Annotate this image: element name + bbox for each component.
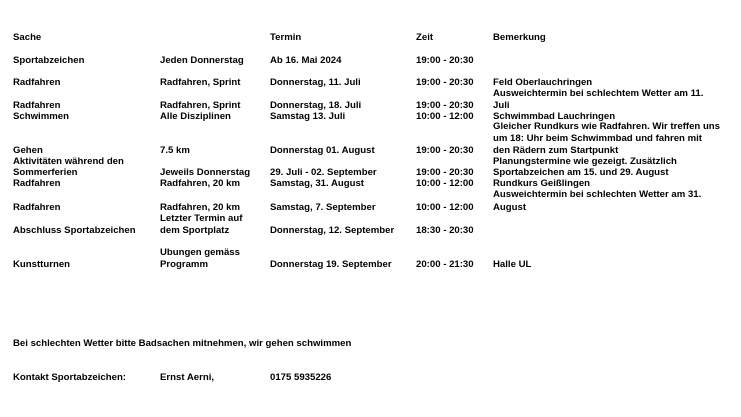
row8-termin: Samstag, 7. September	[270, 202, 376, 213]
row3-zeit: 19:00 - 20:30	[416, 100, 474, 111]
row6-detail: Jeweils Donnerstag	[160, 167, 251, 178]
header-termin: Termin	[270, 32, 302, 43]
row5-bemerkung-1: den Rädern zum Startpunkt	[493, 145, 619, 156]
row2-bemerkung-1: Feld Oberlauchringen	[493, 77, 593, 88]
row7-termin: Samstag, 31. August	[270, 178, 365, 189]
row4-termin: Samstag 13. Juli	[270, 111, 346, 122]
row1-termin: Ab 16. Mai 2024	[270, 55, 342, 66]
row4-bemerkung-3: um 18: Uhr beim Schwimmbad und fahren mit	[493, 133, 702, 144]
row9-detail-2: dem Sportplatz	[160, 225, 230, 236]
row4-bemerkung-1: Schwimmbad Lauchringen	[493, 111, 616, 122]
row9-detail-1: Letzter Termin auf	[160, 213, 243, 224]
row2-zeit: 19:00 - 20:30	[416, 77, 474, 88]
header-zeit: Zeit	[416, 32, 434, 43]
row3-bemerkung-1: Juli	[493, 100, 510, 111]
header-bemerkung: Bemerkung	[493, 32, 546, 43]
row6-bemerkung-1: Sportabzeichen am 15. und 29. August	[493, 167, 669, 178]
row5-termin: Donnerstag 01. August	[270, 145, 375, 156]
row6-sache-2: Sommerferien	[13, 167, 78, 178]
row3-detail: Radfahren, Sprint	[160, 100, 241, 111]
row7-bemerkung-1: Rundkurs Geißlingen	[493, 178, 591, 189]
row8-detail: Radfahren, 20 km	[160, 202, 240, 213]
row5-sache: Gehen	[13, 145, 43, 156]
row1-zeit: 19:00 - 20:30	[416, 55, 474, 66]
row3-sache: Radfahren	[13, 100, 61, 111]
row10-detail-2: Programm	[160, 259, 208, 270]
row5-detail: 7.5 km	[160, 145, 190, 156]
row8-bemerkung-1: August	[493, 202, 527, 213]
row9-zeit: 18:30 - 20:30	[416, 225, 474, 236]
row7-sache: Radfahren	[13, 178, 61, 189]
row6-zeit: 19:00 - 20:30	[416, 167, 474, 178]
row7-bemerkung-2: Ausweichtermin bei schlechten Wetter am 31.	[493, 189, 702, 200]
row10-sache: Kunstturnen	[13, 259, 71, 270]
row10-zeit: 20:00 - 21:30	[416, 259, 474, 270]
row5-bemerkung-2: Planungstermine wie gezeigt. Zusätzlich	[493, 156, 677, 167]
row8-zeit: 10:00 - 12:00	[416, 202, 474, 213]
row5-zeit: 19:00 - 20:30	[416, 145, 474, 156]
row2-detail: Radfahren, Sprint	[160, 77, 241, 88]
row6-sache-1: Aktivitäten während den	[13, 156, 124, 167]
row6-termin: 29. Juli - 02. September	[270, 167, 377, 178]
row7-detail: Radfahren, 20 km	[160, 178, 240, 189]
row8-sache: Radfahren	[13, 202, 61, 213]
row10-bemerkung-1: Halle UL	[493, 259, 532, 270]
row2-bemerkung-2: Ausweichtermin bei schlechtem Wetter am 11.	[493, 88, 704, 99]
row4-bemerkung-2: Gleicher Rundkurs wie Radfahren. Wir treffen uns	[493, 121, 721, 132]
row9-sache: Abschluss Sportabzeichen	[13, 225, 136, 236]
row4-zeit: 10:00 - 12:00	[416, 111, 474, 122]
row4-sache: Schwimmen	[13, 111, 69, 122]
row9-termin: Donnerstag, 12. September	[270, 225, 395, 236]
row1-detail: Jeden Donnerstag	[160, 55, 244, 66]
row4-detail: Alle Disziplinen	[160, 111, 231, 122]
row2-sache: Radfahren	[13, 77, 61, 88]
contact-phone: 0175 5935226	[270, 372, 332, 383]
row1-sache: Sportabzeichen	[13, 55, 85, 66]
weather-note: Bei schlechten Wetter bitte Badsachen mitnehmen, wir gehen schwimmen	[13, 338, 352, 349]
contact-label: Kontakt Sportabzeichen:	[13, 372, 127, 383]
row3-termin: Donnerstag, 18. Juli	[270, 100, 362, 111]
row7-zeit: 10:00 - 12:00	[416, 178, 474, 189]
contact-name: Ernst Aerni,	[160, 372, 215, 383]
header-sache: Sache	[13, 32, 42, 43]
row10-termin: Donnerstag 19. September	[270, 259, 392, 270]
row10-detail-1: Ubungen gemäss	[160, 247, 240, 258]
row2-termin: Donnerstag, 11. Juli	[270, 77, 361, 88]
